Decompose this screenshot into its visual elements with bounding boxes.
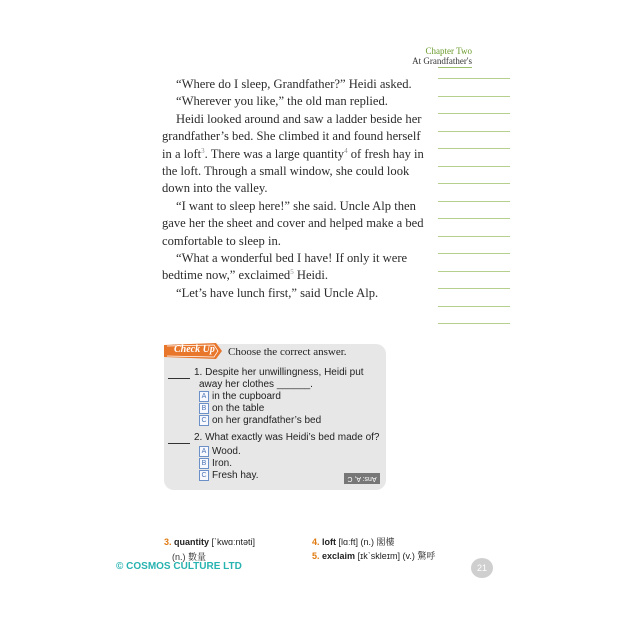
vocab-number: 4.: [312, 537, 320, 547]
story-paragraph: “Let’s have lunch first,” said Uncle Alp.: [176, 285, 379, 300]
vocab-definition: (n.) 數量: [172, 552, 207, 562]
vocab-word: exclaim: [322, 551, 356, 561]
option-text: Iron.: [212, 458, 233, 470]
note-line: [438, 113, 510, 114]
vocab-pronunciation: [ˋkwɑːntəti]: [211, 537, 256, 547]
option-letter: A: [199, 446, 209, 457]
question-2: [168, 432, 379, 444]
vocab-pronunciation: [ɪkˋskleɪm] (v.) 驚呼: [357, 551, 436, 561]
option-letter: B: [199, 458, 209, 469]
story-text: [162, 76, 432, 302]
option-2a[interactable]: [199, 446, 241, 458]
option-letter: A: [199, 391, 209, 402]
note-line: [438, 253, 510, 254]
check-up-badge: [164, 343, 222, 359]
note-line: [438, 306, 510, 307]
story-paragraph: “Wherever you like,” the old man replied.: [176, 94, 388, 109]
check-up-label: Check Up: [174, 344, 215, 355]
story-text-run: of fresh hay in the loft. Through a small window, she could look down into the valley.: [162, 146, 424, 196]
note-line: [438, 218, 510, 219]
option-text: Fresh hay.: [212, 470, 259, 482]
note-line: [438, 201, 510, 202]
note-line: [438, 271, 510, 272]
header-rule: [438, 67, 472, 68]
copyright-watermark: © COSMOS CULTURE LTD: [116, 561, 242, 572]
option-letter: C: [199, 415, 209, 426]
vocab-pronunciation: [lɑːft] (n.) 閣樓: [338, 537, 395, 547]
vocab-number: 5.: [312, 551, 320, 561]
option-letter: C: [199, 470, 209, 481]
footnote-marker: 5: [290, 268, 294, 277]
story-text-run: “What a wonderful bed I have! If only it were bedtime now,” exclaimed: [162, 251, 408, 283]
vocab-number: 3.: [164, 537, 172, 547]
option-text: in the cupboard: [212, 391, 281, 403]
note-line: [438, 288, 510, 289]
story-paragraph: “Where do I sleep, Grandfather?” Heidi asked.: [176, 77, 412, 91]
vocab-word: quantity: [174, 537, 210, 547]
chapter-label: Chapter Two: [425, 46, 472, 56]
option-text: on the table: [212, 403, 265, 415]
vocab-entry-5: [312, 551, 435, 562]
vocab-word: loft: [322, 537, 337, 547]
story-paragraph: [162, 250, 432, 285]
answer-key-tag: Ans: A, C: [344, 473, 380, 484]
question-1-continued: away her clothes ______.: [199, 379, 313, 390]
page-number: 21: [471, 558, 493, 578]
vocab-entry-4: [312, 537, 395, 548]
vocab-entry-3: [164, 537, 255, 548]
note-line: [438, 236, 510, 237]
story-paragraph: [162, 111, 432, 198]
note-line: [438, 96, 510, 97]
option-1c[interactable]: [199, 415, 321, 427]
story-paragraph: “I want to sleep here!” she said. Uncle Alp then gave her the sheet and cover and helped make a bed comfortable to sleep in.: [162, 198, 424, 248]
question-1: [168, 367, 368, 379]
check-up-instruction: Choose the correct answer.: [228, 346, 347, 358]
option-text: Wood.: [212, 446, 241, 458]
question-text: 2. What exactly was Heidi’s bed made of?: [194, 432, 380, 443]
story-text-run: . There was a large quantity: [204, 146, 345, 161]
answer-blank[interactable]: [168, 433, 190, 444]
footnote-marker: 3: [201, 146, 205, 155]
note-line: [438, 148, 510, 149]
story-text-run: Heidi.: [293, 268, 328, 283]
option-letter: B: [199, 403, 209, 414]
option-2c[interactable]: [199, 470, 259, 482]
note-line: [438, 183, 510, 184]
chapter-title: At Grandfather's: [412, 56, 472, 66]
note-line: [438, 166, 510, 167]
question-text: 1. Despite her unwillingness, Heidi put: [194, 367, 364, 378]
option-text: on her grandfather’s bed: [212, 415, 322, 427]
option-1a[interactable]: [199, 391, 281, 403]
footnote-marker: 4: [344, 146, 348, 155]
note-line: [438, 323, 510, 324]
option-1b[interactable]: [199, 403, 264, 415]
option-2b[interactable]: [199, 458, 232, 470]
note-line: [438, 78, 510, 79]
answer-blank[interactable]: [168, 368, 190, 379]
note-lines: [438, 78, 510, 341]
note-line: [438, 131, 510, 132]
story-text-run: Heidi looked around and saw a ladder beside her grandfather’s bed. She climbed it and found herself in a loft: [162, 111, 422, 161]
